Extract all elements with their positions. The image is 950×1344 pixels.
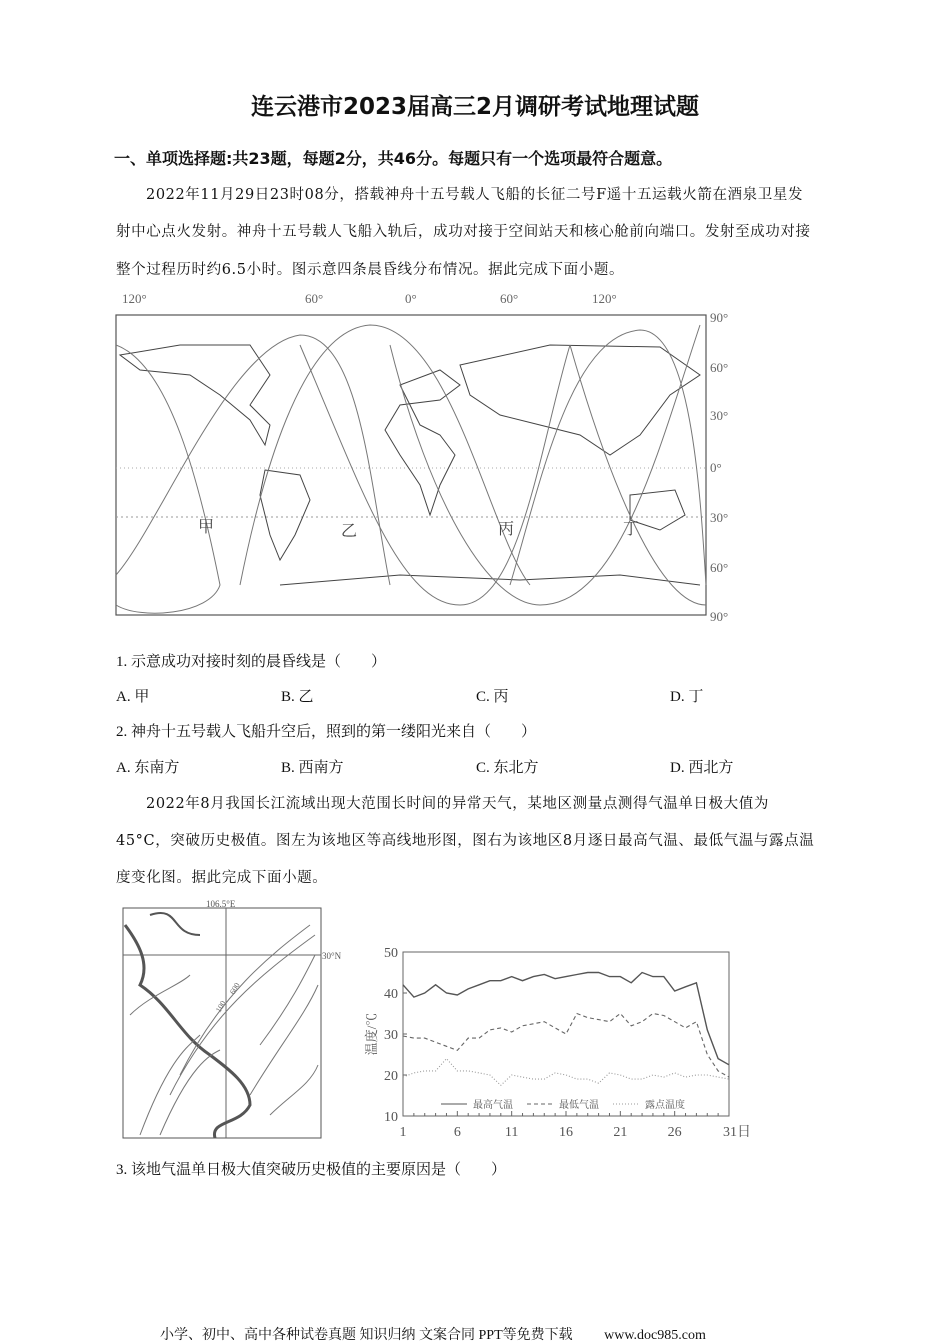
topographic-map bbox=[110, 895, 360, 1150]
q1-option-a[interactable]: A. 甲 bbox=[116, 689, 150, 705]
contour-label: 600 bbox=[227, 981, 242, 996]
lat-label: 90° bbox=[710, 310, 729, 325]
section-heading: 一、单项选择题:共23题，每题2分，共46分。每题只有一个选项最符合题意。 bbox=[114, 149, 673, 168]
y-axis-label: 温度/℃ bbox=[364, 1012, 379, 1056]
y-tick-label: 10 bbox=[384, 1110, 398, 1125]
passage1-line: 整个过程历时约6.5小时。图示意四条晨昏线分布情况。据此完成下面小题。 bbox=[116, 262, 625, 278]
lon-label: 120° bbox=[122, 291, 147, 306]
q2-option-b[interactable]: B. 西南方 bbox=[281, 760, 344, 776]
terminator-label: 丙 bbox=[498, 521, 515, 538]
footer-text: 小学、初中、高中各种试卷真题 知识归纳 文案合同 PPT等免费下载 bbox=[160, 1328, 573, 1343]
question-1: 1. 示意成功对接时刻的晨昏线是（ ） bbox=[116, 654, 387, 670]
footer-url[interactable]: www.doc985.com bbox=[604, 1328, 706, 1343]
series-line-0 bbox=[403, 973, 729, 1065]
legend-label: 最高气温 bbox=[473, 1100, 513, 1111]
passage1-line: 射中心点火发射。神舟十五号载人飞船入轨后，成功对接于空间站天和核心舱前向端口。发射至成功对接 bbox=[116, 224, 811, 240]
terminator-label: 丁 bbox=[623, 521, 640, 538]
lon-label: 120° bbox=[592, 291, 617, 306]
q2-option-d[interactable]: D. 西北方 bbox=[670, 760, 734, 776]
x-tick-label: 16 bbox=[559, 1125, 573, 1140]
question-2: 2. 神舟十五号载人飞船升空后，照到的第一缕阳光来自（ ） bbox=[116, 724, 537, 740]
x-tick-label: 26 bbox=[667, 1125, 682, 1140]
passage2-line: 2022年8月我国长江流域出现大范围长时间的异常天气，某地区测量点测得气温单日极大值为 bbox=[146, 796, 769, 812]
x-tick-label: 21 bbox=[613, 1125, 628, 1140]
footer bbox=[160, 1324, 706, 1344]
q2-option-c[interactable]: C. 东北方 bbox=[476, 760, 539, 776]
lat-label: 60° bbox=[710, 560, 729, 575]
temperature-chart bbox=[360, 935, 770, 1145]
lon-label: 106.5°E bbox=[206, 899, 236, 909]
x-tick-label: 31日 bbox=[723, 1125, 751, 1140]
contour-label: 100 bbox=[213, 999, 228, 1014]
lat-label: 30°N bbox=[322, 951, 342, 961]
lat-label: 30° bbox=[710, 408, 729, 423]
lat-label: 90° bbox=[710, 609, 729, 624]
passage2-line: 度变化图。据此完成下面小题。 bbox=[116, 870, 328, 886]
terminator-label: 甲 bbox=[198, 519, 215, 536]
page-title: 连云港市2023届高三2月调研考试地理试题 bbox=[250, 94, 700, 120]
question-3: 3. 该地气温单日极大值突破历史极值的主要原因是（ ） bbox=[116, 1162, 507, 1178]
lon-label: 60° bbox=[305, 291, 324, 306]
x-tick-label: 6 bbox=[453, 1125, 461, 1140]
lat-label: 60° bbox=[710, 360, 729, 375]
series-line-1 bbox=[403, 1014, 729, 1078]
legend-label: 露点温度 bbox=[645, 1100, 685, 1111]
y-tick-label: 50 bbox=[384, 946, 398, 961]
y-tick-label: 40 bbox=[384, 987, 398, 1002]
passage1-line: 2022年11月29日23时08分，搭载神舟十五号载人飞船的长征二号F遥十五运载火箭在酒泉卫星发 bbox=[146, 187, 804, 203]
y-tick-label: 30 bbox=[384, 1028, 398, 1043]
y-tick-label: 20 bbox=[384, 1069, 398, 1084]
lat-label: 0° bbox=[710, 460, 722, 475]
x-tick-label: 11 bbox=[504, 1125, 519, 1140]
terminator-label: 乙 bbox=[341, 523, 358, 540]
x-tick-label: 1 bbox=[399, 1125, 407, 1140]
passage2-line: 45°C，突破历史极值。图左为该地区等高线地形图，图右为该地区8月逐日最高气温、最低气温与露点温 bbox=[116, 833, 815, 849]
q1-option-d[interactable]: D. 丁 bbox=[670, 689, 704, 705]
lon-label: 60° bbox=[500, 291, 519, 306]
q1-option-c[interactable]: C. 丙 bbox=[476, 689, 509, 705]
lat-label: 30° bbox=[710, 510, 729, 525]
series-line-2 bbox=[403, 1059, 729, 1086]
legend-label: 最低气温 bbox=[559, 1100, 599, 1111]
q1-option-b[interactable]: B. 乙 bbox=[281, 689, 314, 705]
world-terminator-map bbox=[100, 285, 760, 630]
q2-option-a[interactable]: A. 东南方 bbox=[116, 760, 180, 776]
lon-label: 0° bbox=[405, 291, 417, 306]
